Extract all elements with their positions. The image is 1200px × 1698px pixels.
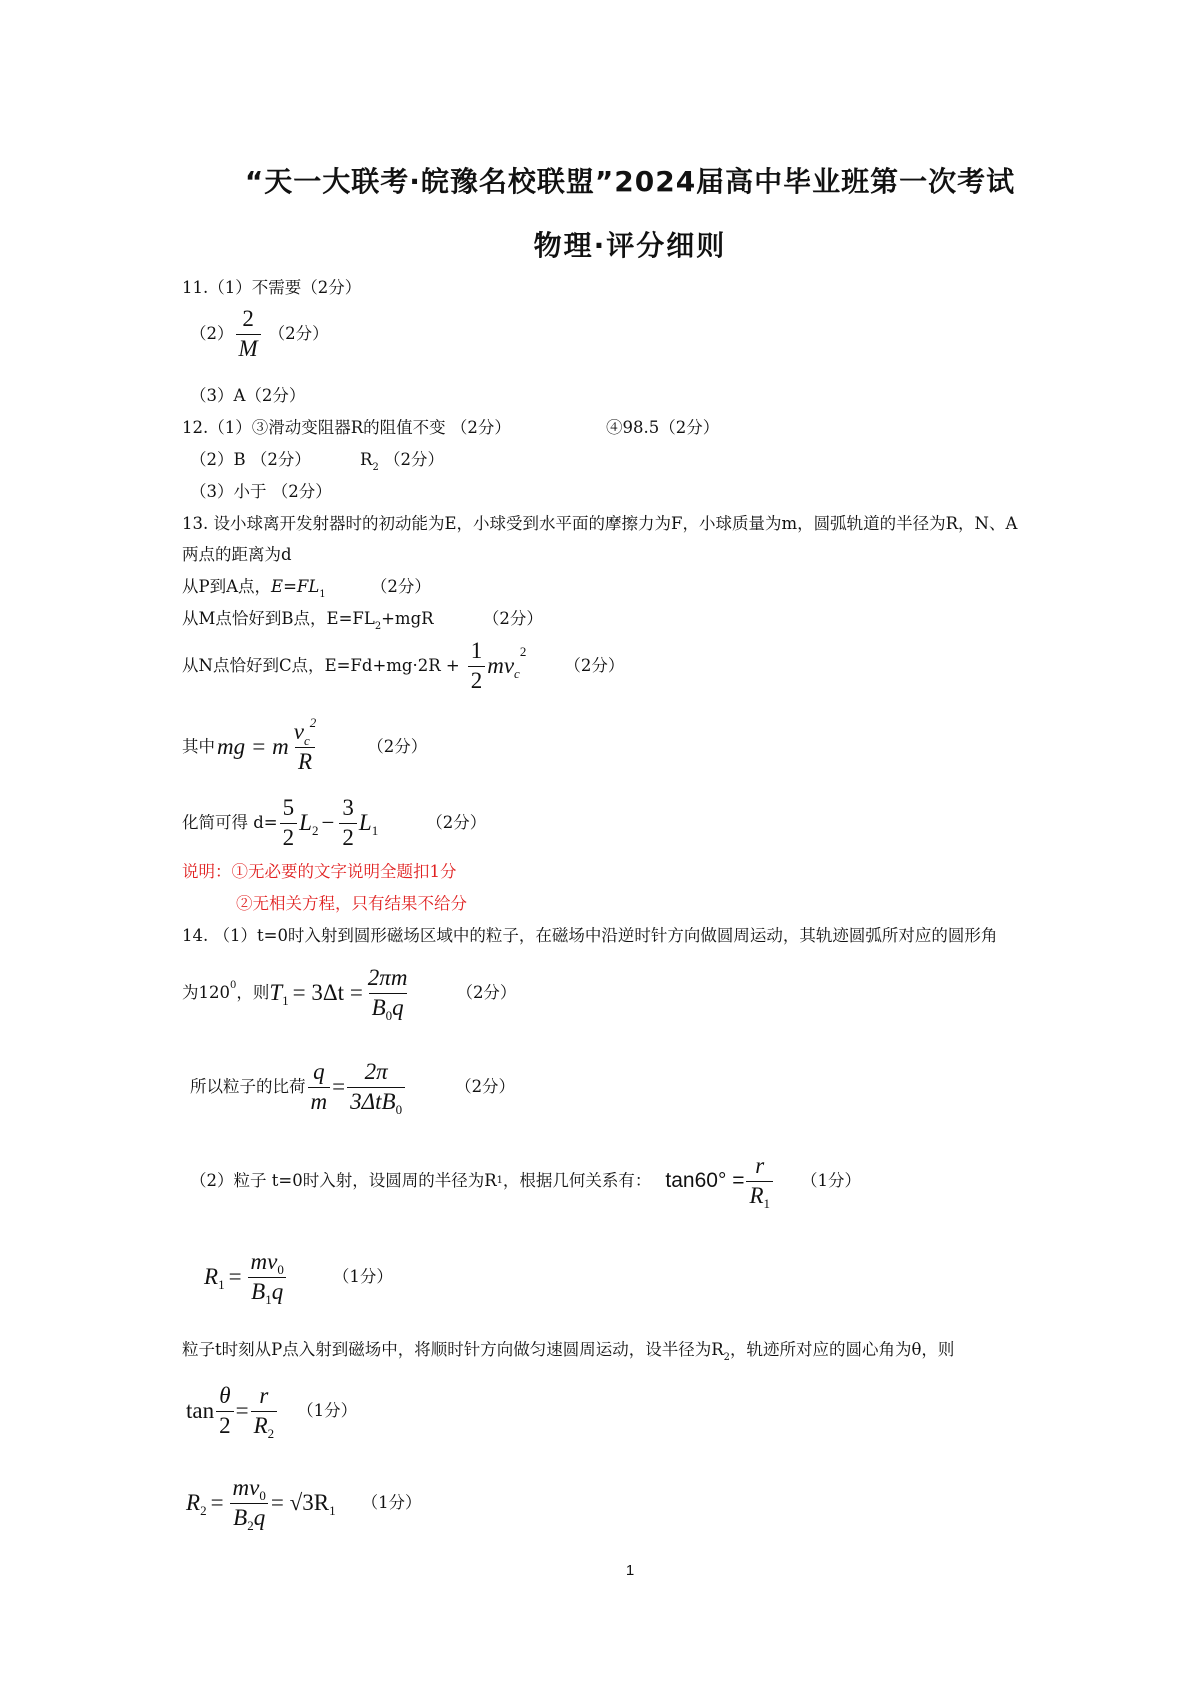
q14-p5-mv: mv xyxy=(250,1249,278,1275)
q14-p6-sub: 2 xyxy=(723,1352,730,1363)
q13-s5-d1: 2 xyxy=(280,823,298,850)
q14-p2-Tsub: 1 xyxy=(282,993,289,1008)
q14-p8-score: （1分） xyxy=(361,1493,422,1512)
q14-p2-score: （2分） xyxy=(456,983,517,1002)
q13-note2: ②无相关方程，只有结果不给分 xyxy=(236,894,467,913)
q14-p7-d1: 2 xyxy=(216,1411,234,1438)
q13-intro1: 13. 设小球离开发射器时的初动能为E，小球受到水平面的摩擦力为F，小球质量为m，圆弧轨道的半径为R，N、A xyxy=(182,514,1018,533)
q14-p5-frac xyxy=(248,1249,287,1307)
q14-p7-n2: r xyxy=(259,1383,269,1409)
q13-s4-v: v xyxy=(293,719,304,745)
q14-p2-frac xyxy=(365,965,411,1023)
q14-p4-score: （1分） xyxy=(801,1171,862,1190)
q14-p5-numsub: 0 xyxy=(277,1262,284,1278)
q14-p2-Bsub: 0 xyxy=(385,1007,393,1023)
q13-s4-score: （2分） xyxy=(367,737,428,756)
q13-s5-minus: − xyxy=(321,810,335,835)
q14-p2-then: ，则 xyxy=(236,983,270,1002)
q14-p2-eq: = 3Δt = xyxy=(292,980,363,1005)
q14-p2-T: T xyxy=(269,980,283,1005)
q14-p3-d1: m xyxy=(308,1087,331,1114)
q11-fraction xyxy=(236,307,261,360)
q13-s3-text: 从N点恰好到C点， xyxy=(182,656,325,675)
q14-p4-text: （2）粒子 t=0时入射，设圆周的半径为R xyxy=(190,1171,497,1190)
q14-p3-eq: = xyxy=(332,1074,346,1099)
page-number: 1 xyxy=(625,1562,635,1579)
q13-step1 xyxy=(182,575,431,607)
q14-p8-R: R xyxy=(186,1490,201,1515)
q14-p8-den xyxy=(230,1503,268,1533)
q14-p5-B: B xyxy=(251,1278,266,1304)
q13-s4-lhs: mg = m xyxy=(217,734,289,759)
q14-p7-tan: tan xyxy=(186,1398,215,1423)
q11-frac-den: M xyxy=(236,334,261,361)
q14-p8-frac xyxy=(230,1475,269,1533)
q13-s4-frac xyxy=(291,715,320,774)
q13-note1: 说明：①无必要的文字说明全题扣1分 xyxy=(182,862,457,881)
q13-s2-eq: E=FL xyxy=(326,609,375,628)
q13-s4-den: R xyxy=(295,747,315,774)
q13-s2-text: 从M点恰好到B点， xyxy=(182,609,327,628)
q14-p5-eq: = xyxy=(228,1264,242,1289)
q14-part2-line1 xyxy=(190,1148,861,1214)
q13-step4 xyxy=(182,712,427,782)
q13-s1-sub: 1 xyxy=(319,589,326,600)
q14-p3-d2 xyxy=(347,1087,405,1117)
q14-part2-line4 xyxy=(186,1378,357,1444)
q13-s2-tail: +mgR xyxy=(381,609,434,628)
q14-p3-score: （2分） xyxy=(455,1077,516,1096)
q11-line1: 11.（1）不需要（2分） xyxy=(182,278,362,297)
q14-p7-score: （1分） xyxy=(297,1401,358,1420)
q14-p6-text: 粒子t时刻从P点入射到磁场中，将顺时针方向做匀速圆周运动，设半径为R xyxy=(182,1340,724,1359)
q13-s5-n1: 5 xyxy=(282,795,295,821)
q13-s1-eq: E=FL xyxy=(271,577,320,596)
q13-s2-sub: 2 xyxy=(374,621,382,632)
q14-p3-n1: q xyxy=(313,1059,325,1085)
q12-r-sub: 2 xyxy=(372,462,379,473)
q14-p8-eq2: = √3R xyxy=(270,1490,330,1515)
q14-p3-frac1 xyxy=(308,1060,331,1113)
q13-s2-score: （2分） xyxy=(482,609,543,628)
q14-p4-num: r xyxy=(755,1153,765,1179)
q13-s3-score: （2分） xyxy=(564,656,625,675)
q13-intro2: 两点的距离为d xyxy=(182,545,292,564)
q12-line2a: （2）B （2分） xyxy=(190,450,311,469)
q13-s4-c: c xyxy=(303,733,310,749)
q14-p7-eq: = xyxy=(235,1398,249,1423)
q11-l2-score: （2分） xyxy=(268,324,329,343)
q14-p2-deg: 0 xyxy=(230,980,237,991)
q13-s3-num: 1 xyxy=(470,638,483,664)
q13-s5-score: （2分） xyxy=(426,813,487,832)
q14-part1-line3 xyxy=(190,1054,515,1120)
q14-p5-Rsub: 1 xyxy=(218,1277,225,1292)
q14-p4-Rsub: 1 xyxy=(763,1195,771,1211)
q14-part1-line1: 14. （1）t=0时入射到圆形磁场区域中的粒子，在磁场中沿逆时针方向做圆周运动，其轨迹圆弧所对应的圆形角 xyxy=(182,926,998,945)
q13-s3-eq: E=Fd+mg·2R + xyxy=(324,656,460,675)
q14-p2-q: q xyxy=(392,994,404,1020)
q14-p5-densub: 1 xyxy=(265,1291,272,1307)
q13-s5-n2: 3 xyxy=(342,795,354,821)
q14-p2-B: B xyxy=(371,994,386,1020)
q14-p2-num: 2πm xyxy=(367,965,408,991)
q12-r: R xyxy=(360,450,373,469)
q14-p7-R: R xyxy=(253,1412,268,1438)
q14-p7-d2 xyxy=(251,1411,278,1441)
q13-s5-frac1 xyxy=(280,796,298,849)
q14-p3-d2-main: 3ΔtB xyxy=(350,1088,396,1114)
document-subtitle: 物理·评分细则 xyxy=(533,229,727,262)
q13-s3-den: 2 xyxy=(468,666,486,693)
document-title: “天一大联考·皖豫名校联盟”2024届高中毕业班第一次考试 xyxy=(244,165,1016,198)
q14-p5-R: R xyxy=(204,1264,219,1289)
q13-step5 xyxy=(182,790,486,856)
q14-p4-tan: tan60° = xyxy=(665,1169,745,1192)
q11-line2 xyxy=(190,306,329,362)
q14-p6-tail: ，轨迹所对应的圆心角为θ，则 xyxy=(729,1340,955,1359)
q14-p4-text2: ，根据几何关系有： xyxy=(502,1171,652,1190)
q11-line3: （3）A（2分） xyxy=(190,386,306,405)
q14-p4-frac xyxy=(746,1153,773,1211)
q14-p5-num xyxy=(248,1250,287,1276)
q14-p2-den xyxy=(369,993,407,1023)
q13-s1-text: 从P到A点， xyxy=(182,577,272,596)
q14-p7-n1: θ xyxy=(219,1383,231,1409)
q14-p8-numsub: 0 xyxy=(259,1488,266,1504)
q12-line1a: 12.（1）③滑动变阻器R的阻值不变 （2分） xyxy=(182,418,511,437)
q14-p8-mv: mv xyxy=(232,1475,260,1501)
q12-line2b xyxy=(360,448,444,480)
q14-p7-frac1 xyxy=(216,1384,234,1437)
q13-s3-frac xyxy=(468,639,486,692)
q14-p4-R: R xyxy=(749,1182,764,1208)
q13-s4-text: 其中 xyxy=(182,737,215,756)
q13-s5-L2sub: 2 xyxy=(311,823,319,838)
q13-s3-sup: 2 xyxy=(519,644,527,659)
q14-p3-text: 所以粒子的比荷 xyxy=(190,1077,306,1096)
q13-s3-mv: mv xyxy=(487,653,515,678)
q13-step2 xyxy=(182,607,543,639)
q13-s4-sup: 2 xyxy=(309,715,317,731)
q11-l2-prefix: （2） xyxy=(190,324,234,343)
q14-p8-sub2: 1 xyxy=(329,1503,336,1518)
q14-part1-line2 xyxy=(182,960,516,1026)
q14-p3-n2: 2π xyxy=(364,1059,388,1085)
q14-p8-B: B xyxy=(233,1504,248,1530)
q14-p5-score: （1分） xyxy=(332,1267,393,1286)
q13-step3 xyxy=(182,638,624,694)
q13-s5-L1sub: 1 xyxy=(371,823,379,838)
q14-p4-den xyxy=(746,1181,773,1211)
q14-p8-eq: = xyxy=(210,1490,224,1515)
q14-p2-text: 为120 xyxy=(182,983,230,1002)
q11-frac-num: 2 xyxy=(242,306,254,332)
q14-p3-frac2 xyxy=(347,1059,405,1117)
q13-s4-num xyxy=(291,715,320,749)
q13-s5-frac2 xyxy=(339,796,357,849)
q14-part2-line3 xyxy=(182,1338,954,1370)
q14-part2-line2 xyxy=(204,1244,393,1310)
q13-s5-L1: L xyxy=(358,810,372,835)
q13-s3-sub: c xyxy=(514,666,520,681)
q14-p5-q: q xyxy=(271,1278,284,1304)
q14-part2-line5 xyxy=(186,1470,422,1536)
q14-p8-num xyxy=(230,1476,269,1502)
q14-p8-Rsub: 2 xyxy=(200,1503,207,1518)
q12-l2b-score: （2分） xyxy=(383,450,444,469)
q13-s1-score: （2分） xyxy=(370,577,431,596)
q14-p8-q: q xyxy=(253,1504,266,1530)
q14-p3-d2-sub: 0 xyxy=(395,1101,403,1117)
q14-p7-Rsub: 2 xyxy=(267,1425,275,1441)
q13-s5-L2: L xyxy=(299,810,312,835)
q13-s5-d2: 2 xyxy=(339,823,357,850)
q14-p7-frac2 xyxy=(251,1383,278,1441)
q12-line1b: ④98.5（2分） xyxy=(606,418,720,437)
q14-p8-densub: 2 xyxy=(247,1517,254,1533)
q12-line3: （3）小于 （2分） xyxy=(190,482,332,501)
q13-s5-text: 化简可得 d= xyxy=(182,813,278,832)
q14-p4-sub: 1 xyxy=(496,1175,503,1186)
q14-p5-den xyxy=(248,1277,286,1307)
